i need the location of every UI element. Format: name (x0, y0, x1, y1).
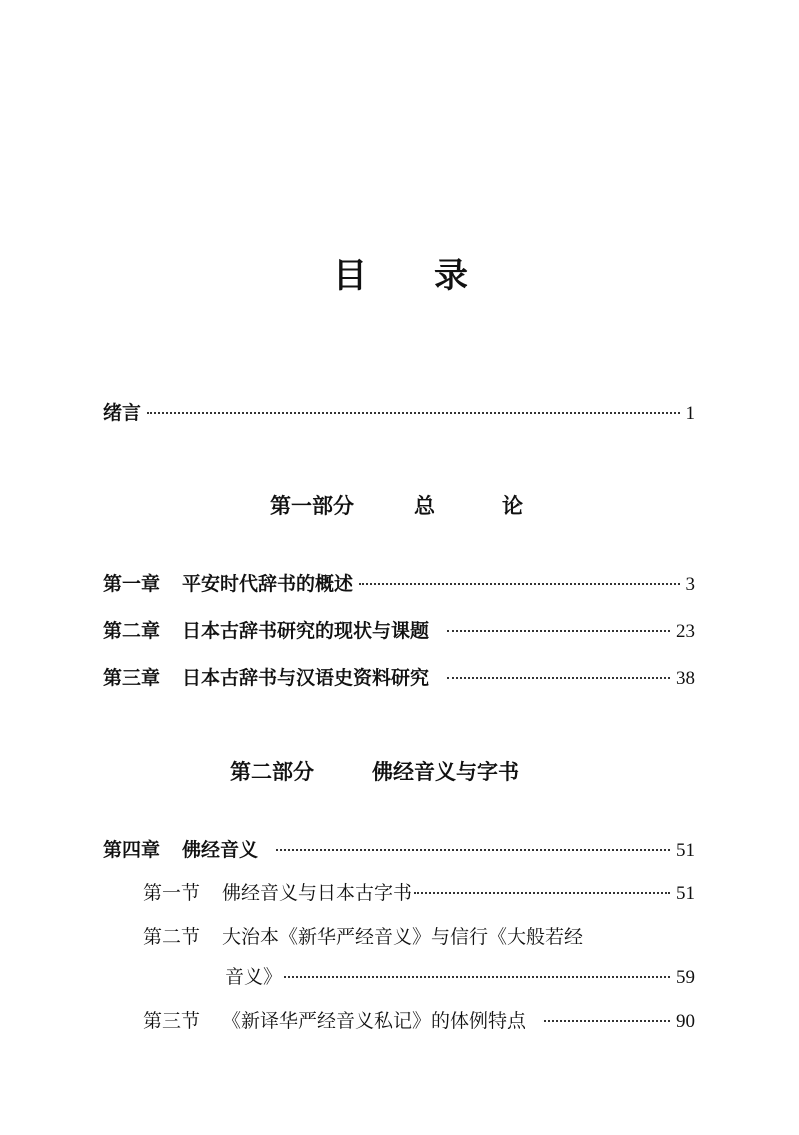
section-number: 第二节 (143, 926, 201, 948)
chapter-number: 第四章 (103, 839, 161, 861)
section-title-continuation: 音义》 (225, 966, 283, 988)
dot-leader (544, 1020, 670, 1022)
toc-entry-section-2[interactable] (143, 922, 695, 950)
page-number: 59 (676, 967, 695, 988)
title-char-2: 录 (434, 256, 468, 296)
chapter-number: 第一章 (103, 573, 161, 595)
page-number: 1 (685, 403, 695, 424)
title-char-1: 目 (333, 256, 367, 296)
dot-leader (447, 630, 670, 632)
toc-entry-chapter-1[interactable] (103, 569, 695, 597)
dot-leader (447, 677, 670, 679)
part-title-word-2: 论 (502, 493, 523, 518)
page-number: 90 (676, 1011, 695, 1032)
toc-entry-section-3[interactable] (143, 1006, 695, 1034)
chapter-number: 第三章 (103, 667, 161, 689)
chapter-number: 第二章 (103, 620, 161, 642)
section-title: 大治本《新华严经音义》与信行《大般若经 (222, 926, 584, 948)
entry-title: 绪言 (103, 402, 142, 424)
part-prefix: 第一部分 (270, 493, 354, 518)
page-number: 23 (676, 621, 695, 642)
toc-entry-intro[interactable] (103, 398, 695, 426)
dot-leader (284, 976, 670, 978)
toc-entry-chapter-4[interactable] (103, 835, 695, 863)
page-number: 3 (685, 574, 695, 595)
chapter-title: 日本古辞书研究的现状与课题 (182, 620, 430, 642)
dot-leader (147, 412, 679, 414)
chapter-title: 日本古辞书与汉语史资料研究 (182, 667, 430, 689)
part-title-word-1: 总 (414, 493, 435, 518)
section-number: 第一节 (143, 882, 201, 904)
part-heading-1 (0, 490, 799, 520)
section-title: 《新译华严经音义私记》的体例特点 (222, 1010, 527, 1032)
toc-entry-section-1[interactable] (143, 878, 695, 906)
chapter-title: 平安时代辞书的概述 (182, 573, 354, 595)
toc-entry-chapter-2[interactable] (103, 616, 695, 644)
toc-entry-chapter-3[interactable] (103, 663, 695, 691)
page-number: 51 (676, 883, 695, 904)
part-prefix: 第二部分 (230, 759, 314, 784)
dot-leader (414, 892, 670, 894)
dot-leader (276, 849, 670, 851)
toc-entry-section-2-continuation[interactable] (225, 962, 695, 990)
part-title: 佛经音义与字书 (372, 759, 519, 784)
dot-leader (359, 583, 679, 585)
page-title (0, 248, 799, 296)
section-title: 佛经音义与日本古字书 (222, 882, 413, 904)
page-number: 38 (676, 668, 695, 689)
page-number: 51 (676, 840, 695, 861)
part-heading-2 (0, 756, 799, 786)
chapter-title: 佛经音义 (182, 839, 259, 861)
section-number: 第三节 (143, 1010, 201, 1032)
